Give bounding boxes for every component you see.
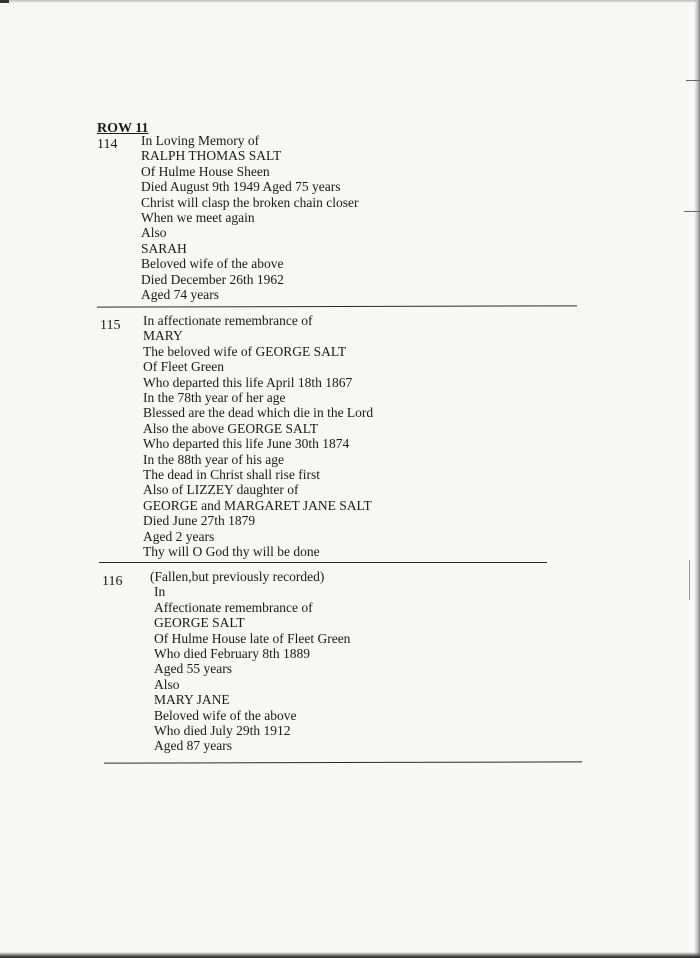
inscription-line: Died June 27th 1879 — [143, 513, 256, 529]
inscription-line: SARAH — [141, 240, 187, 256]
inscription-line: In the 78th year of her age — [143, 390, 286, 406]
scan-tick-mark — [689, 560, 690, 600]
inscription-line: MARY JANE — [154, 692, 230, 708]
entry-divider — [104, 761, 582, 763]
inscription-line: Aged 55 years — [154, 661, 232, 677]
inscription-line: Aged 74 years — [141, 287, 219, 303]
inscription-lines — [143, 313, 373, 560]
inscription-line: When we meet again — [141, 210, 255, 226]
inscription-line: Also — [141, 225, 167, 241]
inscription-line: Also the above GEORGE SALT — [143, 420, 318, 436]
inscription-line: RALPH THOMAS SALT — [141, 148, 282, 164]
scan-tick-mark — [684, 211, 700, 212]
inscription-line: Of Hulme House Sheen — [141, 163, 270, 179]
inscription-line: Affectionate remembrance of — [154, 599, 313, 615]
inscription-lines — [150, 569, 350, 754]
inscription-line: In the 88th year of his age — [143, 451, 284, 467]
inscription-line: Who departed this life June 30th 1874 — [143, 436, 350, 452]
scan-edge-bottom — [0, 952, 700, 958]
inscription-line: The beloved wife of GEORGE SALT — [143, 343, 347, 359]
inscription-line: Who died July 29th 1912 — [154, 723, 291, 739]
entry-number: 115 — [100, 318, 121, 333]
inscription-line: GEORGE SALT — [154, 615, 245, 631]
scan-edge-top — [0, 0, 700, 3]
inscription-lines — [141, 133, 358, 302]
inscription-line: Also of LIZZEY daughter of — [143, 482, 299, 498]
inscription-line: Died December 26th 1962 — [141, 271, 284, 287]
inscription-line: Aged 87 years — [154, 738, 232, 754]
scan-tick-mark — [686, 80, 700, 81]
inscription-line: Thy will O God thy will be done — [143, 544, 320, 560]
entry-number: 114 — [97, 137, 118, 152]
inscription-line: In Loving Memory of — [141, 133, 260, 148]
inscription-line: Aged 2 years — [143, 528, 215, 544]
scan-edge-right — [694, 0, 700, 958]
inscription-line: In affectionate remembrance of — [143, 313, 313, 328]
entry-divider — [97, 305, 577, 307]
inscription-line: Also — [154, 676, 180, 692]
inscription-line: Christ will clasp the broken chain closer — [141, 194, 359, 210]
inscription-line: In — [154, 584, 166, 600]
inscription-line: GEORGE and MARGARET JANE SALT — [143, 497, 372, 513]
inscription-line: Who died February 8th 1889 — [154, 646, 310, 662]
entry-number: 116 — [102, 574, 123, 589]
inscription-line: Of Hulme House late of Fleet Green — [154, 630, 351, 646]
inscription-line: Blessed are the dead which die in the Lord — [143, 405, 374, 421]
inscription-line: Of Fleet Green — [143, 359, 224, 375]
inscription-line: Who departed this life April 18th 1867 — [143, 374, 353, 390]
entry-divider — [99, 562, 547, 563]
inscription-line: Beloved wife of the above — [141, 256, 284, 272]
scan-corner-mark — [0, 0, 9, 3]
inscription-line: (Fallen,but previously recorded) — [150, 569, 325, 584]
inscription-line: MARY — [143, 328, 183, 344]
inscription-line: Beloved wife of the above — [154, 707, 297, 723]
inscription-line: The dead in Christ shall rise first — [143, 467, 320, 483]
row-heading: ROW 11 — [97, 121, 149, 136]
inscription-line: Died August 9th 1949 Aged 75 years — [141, 179, 341, 195]
